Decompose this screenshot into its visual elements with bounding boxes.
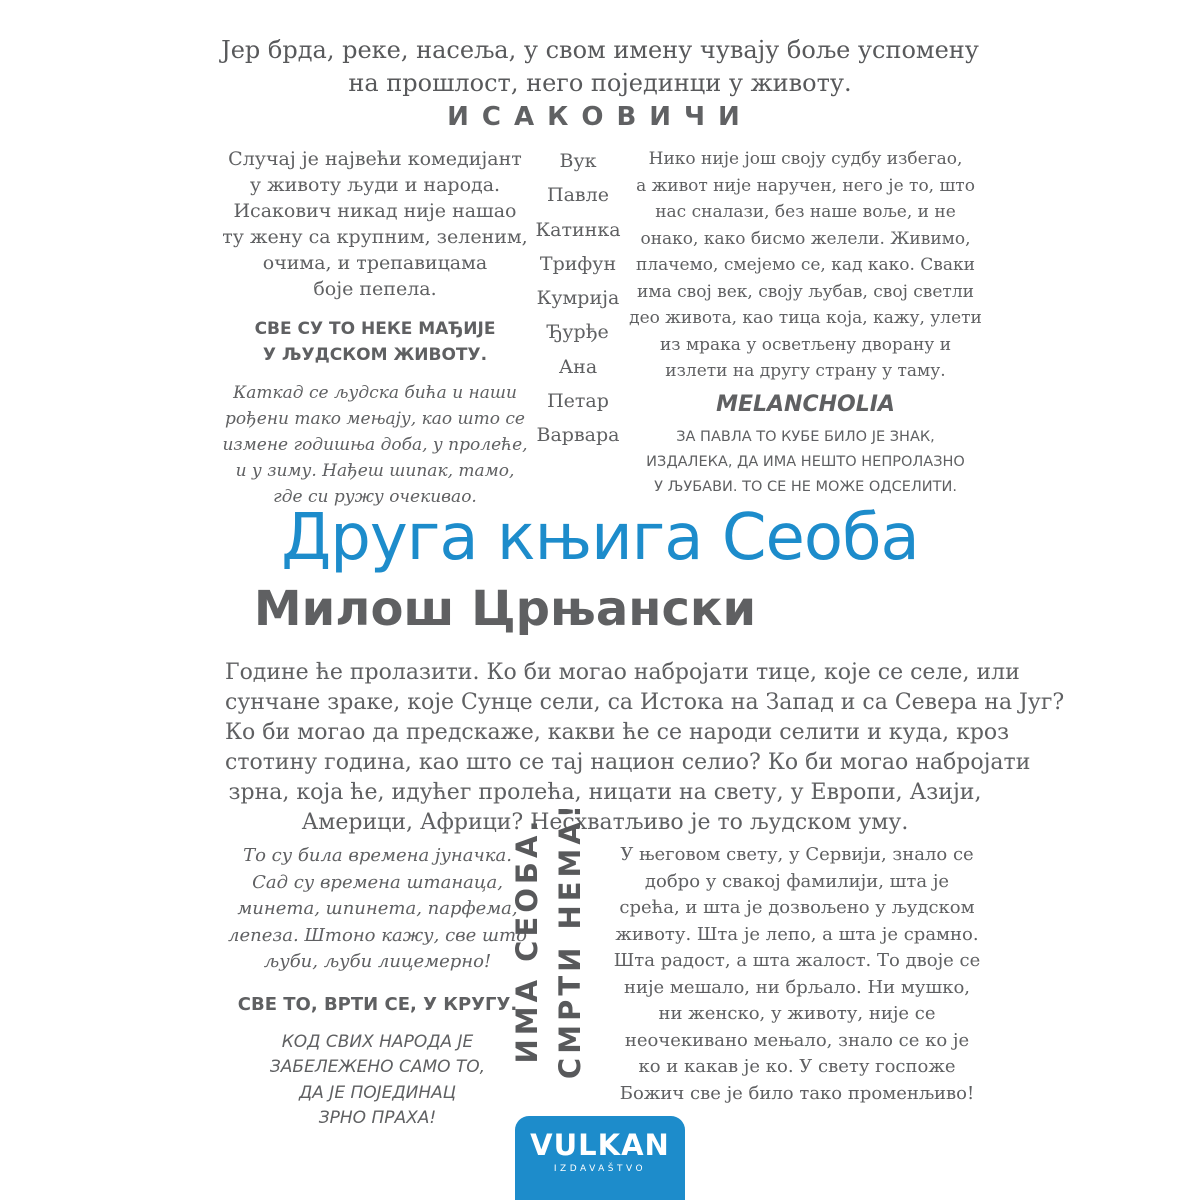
text-line: Исакович никад није нашао bbox=[233, 200, 517, 222]
text-line: ИМА СЕОБА. bbox=[510, 816, 544, 1064]
text-line: из мрака у осветљену дворану и bbox=[659, 334, 952, 355]
text-line: ЗАБЕЛЕЖЕНО САМО ТО, bbox=[269, 1057, 486, 1077]
text-line: У ЉУБАВИ. ТО СЕ НЕ МОЖЕ ОДСЕЛИТИ. bbox=[654, 478, 957, 495]
character-name: Кумрија bbox=[536, 287, 620, 310]
text-line: очима, и трепавицама bbox=[262, 252, 488, 274]
text-line: Божич све је било тако променљиво! bbox=[619, 1082, 975, 1104]
text-line: Америци, Африци? Несхватљиво је то људском уму. bbox=[301, 810, 909, 835]
epigraph bbox=[150, 34, 1050, 100]
text-line: и у зиму. Нађеш шипак, тамо, bbox=[235, 461, 515, 481]
character-name: Вук bbox=[559, 150, 597, 172]
text-line: онако, како бисмо желели. Живимо, bbox=[640, 228, 971, 249]
text-line: Нико није још своју судбу избегао, bbox=[648, 149, 963, 169]
text-line: Сад су времена штанаца, bbox=[252, 871, 503, 893]
book-title: Друга књига Сеоба bbox=[281, 501, 919, 575]
text-line: ЗРНО ПРАХА! bbox=[318, 1108, 437, 1128]
text-line: где си ружу очекивао. bbox=[273, 487, 477, 507]
quote-left-bottom bbox=[205, 843, 550, 1132]
quote-left-italic bbox=[215, 380, 535, 510]
text-line: У ЉУДСКОМ ЖИВОТУ. bbox=[262, 345, 488, 365]
quote-left-caps bbox=[215, 316, 535, 368]
character-name: Петар bbox=[547, 390, 609, 413]
publisher-subtitle: IZDAVAŠTVO bbox=[553, 1164, 647, 1174]
character-name: Ана bbox=[558, 355, 598, 378]
text-line: минета, шпинета, парфема, bbox=[237, 898, 518, 919]
quote-left-bottom-caps: СВЕ ТО, ВРТИ СЕ, У КРУГУ. bbox=[237, 993, 518, 1015]
text-line: није мешало, ни брљало. Ни мушко, bbox=[623, 976, 971, 998]
text-line: у животу људи и народа. bbox=[249, 174, 501, 196]
publisher-name: VULKAN bbox=[530, 1128, 670, 1162]
text-line: рођени тако мењају, као што се bbox=[225, 409, 525, 429]
text-line: зрна, која ће, идућег пролећа, ницати на свету, у Европи, Азији, bbox=[228, 780, 982, 805]
text-line: Године ће пролазити. Ко би могао набројати тице, које се селе, или bbox=[225, 660, 1020, 685]
text-line: Случај је највећи комедијант bbox=[228, 148, 522, 170]
text-line: неочекивано мењало, знало се ко је bbox=[624, 1029, 970, 1051]
text-line: боје пепела. bbox=[313, 278, 437, 300]
quote-right-bottom bbox=[592, 842, 1002, 1107]
text-line: измене годишња доба, у пролеће, bbox=[222, 435, 528, 455]
text-line: део живота, као тица која, кажу, улети bbox=[629, 308, 982, 328]
text-line: СМРТИ НЕМА! bbox=[553, 800, 587, 1080]
text-line: стотину година, као што се тај национ селио? Ко би могао набројати bbox=[225, 750, 1031, 775]
author-name: Милош Црњански bbox=[253, 581, 757, 637]
text-line: срећа, и шта је дозвољено у људском bbox=[619, 897, 975, 918]
quote-left-bottom-italic bbox=[205, 843, 550, 976]
quote-right-paragraph bbox=[628, 146, 983, 385]
text-line: излети на другу страну у таму. bbox=[665, 361, 946, 381]
text-line: ту жену са крупним, зеленим, bbox=[222, 226, 528, 248]
character-name: Павле bbox=[547, 184, 609, 207]
quote-right bbox=[628, 146, 983, 500]
quote-right-caps bbox=[628, 425, 983, 500]
text-line: љуби, љуби лицемерно! bbox=[263, 951, 492, 972]
vertical-slogan bbox=[506, 800, 596, 1080]
text-line: У његовом свету, у Сервији, знало се bbox=[620, 844, 974, 865]
text-line: животу. Шта је лепо, а шта је срамно. bbox=[615, 923, 979, 945]
text-line: добро у свакој фамилији, шта је bbox=[644, 870, 950, 892]
text-line: ДА ЈЕ ПОЈЕДИНАЦ bbox=[298, 1082, 456, 1103]
text-line: То су била времена јуначка. bbox=[243, 845, 512, 866]
epigraph-line: Јер брда, реке, насеља, у свом имену чувају боље успомену bbox=[221, 36, 979, 64]
character-name: Варвара bbox=[536, 424, 620, 447]
text-line: ЗА ПАВЛА ТО КУБЕ БИЛО ЈЕ ЗНАК, bbox=[676, 428, 935, 445]
character-name: Ђурђе bbox=[547, 321, 609, 344]
text-line: ко и какав је ко. У свету госпоже bbox=[638, 1056, 956, 1077]
text-line: ИЗДАЛЕКА, ДА ИМА НЕШТО НЕПРОЛАЗНО bbox=[646, 453, 965, 470]
text-line: Шта радост, а шта жалост. То двоје се bbox=[613, 950, 981, 971]
text-line: Ко би могао да предскаже, какви ће се народи селити и куда, кроз bbox=[225, 720, 1010, 745]
middle-quote bbox=[225, 658, 1065, 838]
character-name: Трифун bbox=[539, 252, 617, 275]
text-line: има свој век, своју љубав, свој светли bbox=[637, 281, 974, 302]
epigraph-line: на прошлост, него појединци у животу. bbox=[348, 69, 852, 97]
character-names bbox=[532, 144, 624, 453]
text-line: плачемо, смејемо се, кад како. Сваки bbox=[636, 255, 975, 275]
text-line: а живот није наручен, него је то, што bbox=[636, 175, 975, 196]
text-line: КОД СВИХ НАРОДА ЈЕ bbox=[281, 1031, 474, 1052]
quote-left-bottom-italic-caps bbox=[205, 1030, 550, 1132]
melancholia-heading: MELANCHOLIA bbox=[716, 391, 895, 417]
quote-left-paragraph bbox=[215, 146, 535, 302]
text-line: нас сналази, без наше воље, и не bbox=[655, 202, 956, 222]
text-line: Каткад се људска бића и наши bbox=[233, 383, 517, 403]
text-line: ни женско, у животу, није се bbox=[658, 1003, 936, 1024]
character-name: Катинка bbox=[535, 218, 621, 241]
quote-left bbox=[215, 146, 535, 510]
text-line: сунчане зраке, које Сунце сели, са Истока на Запад и са Севера на Југ? bbox=[225, 690, 1065, 715]
publisher-logo bbox=[515, 1116, 685, 1200]
text-line: лепеза. Штоно кажу, све што bbox=[228, 924, 527, 946]
family-heading: ИСАКОВИЧИ bbox=[447, 102, 753, 132]
text-line: СВЕ СУ ТО НЕКЕ МАЂИЈЕ bbox=[254, 319, 496, 339]
